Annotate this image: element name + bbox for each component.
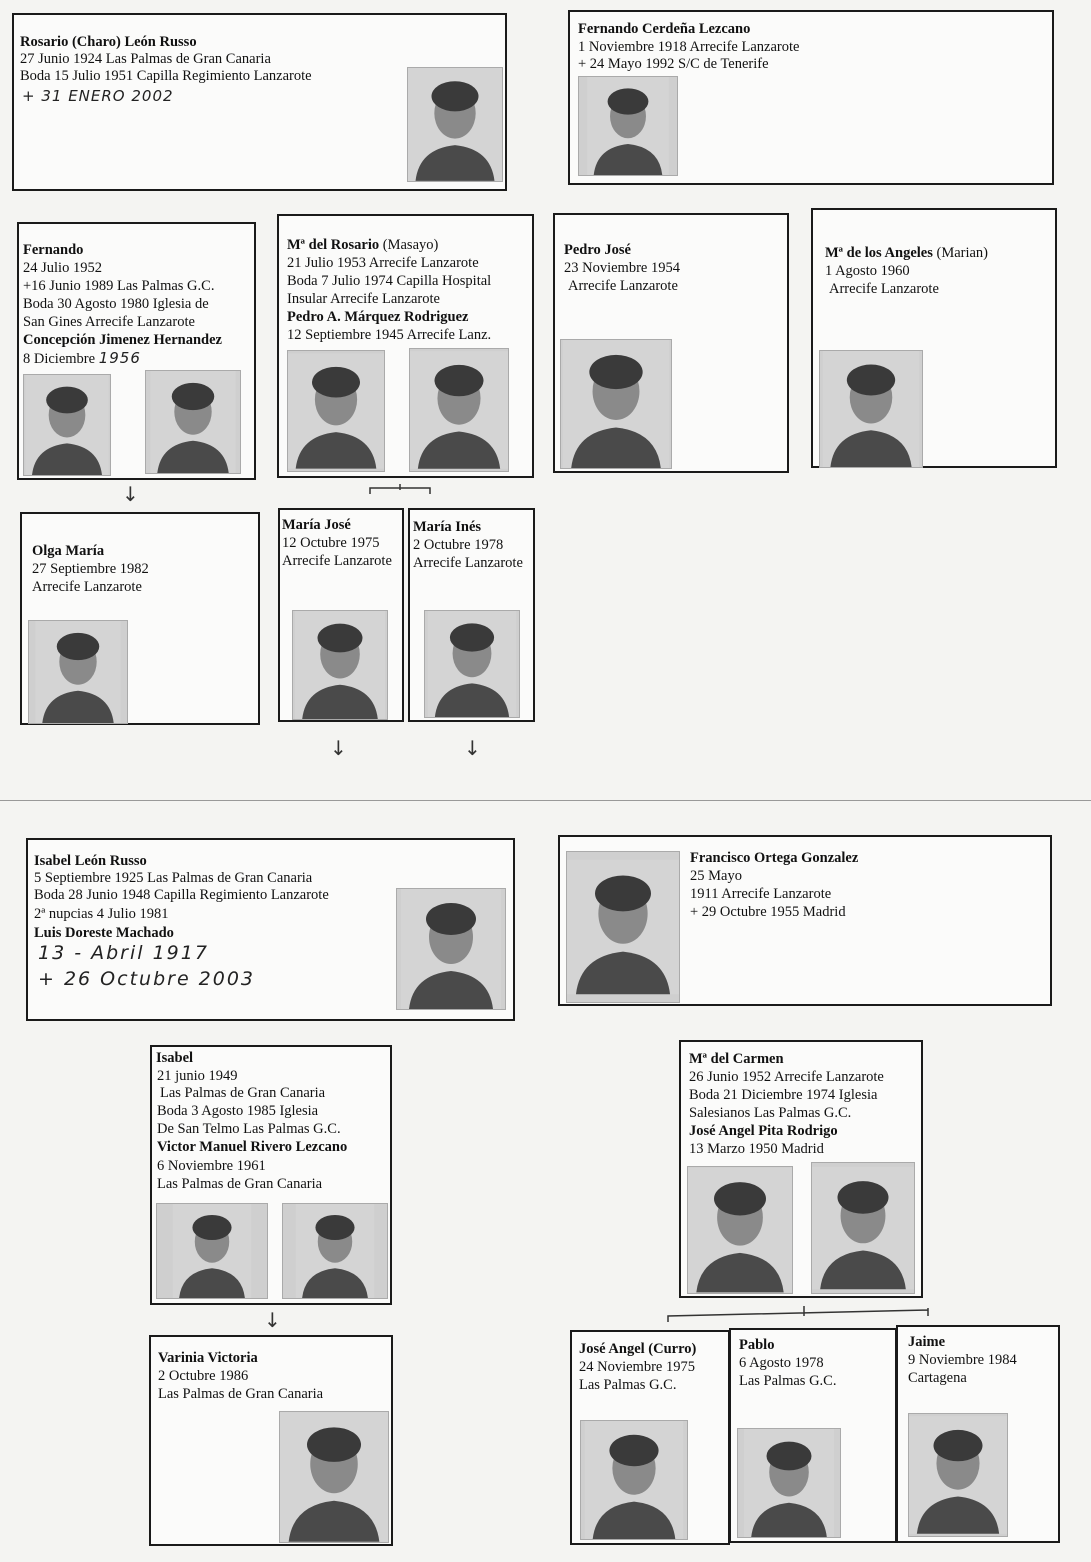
line-wedding-place: De San Telmo Las Palmas G.C. [157,1121,341,1137]
portrait-photo [566,851,680,1003]
line-name: Isabel [156,1050,194,1066]
card-maria-ines [408,508,535,722]
portrait-photo-spouse [145,370,241,474]
line-place: Arrecife Lanzarote [568,278,678,294]
arrow-maria-ines: ↓ [464,736,481,760]
line-birth: 21 Julio 1953 Arrecife Lanzarote [287,255,479,271]
line-wedding: Boda 21 Diciembre 1974 Iglesia [689,1087,878,1103]
line-name: Olga María [32,543,105,559]
line-birth: 26 Junio 1952 Arrecife Lanzarote [689,1069,884,1085]
line-name: Pablo [739,1337,775,1353]
line-spouse-birth: 6 Noviembre 1961 [157,1158,266,1174]
line-place: Arrecife Lanzarote [413,555,523,571]
line-birth: 1 Agosto 1960 [825,263,910,279]
card-marian [811,208,1057,468]
card-masayo [277,214,534,478]
line-place: Las Palmas de Gran Canaria [158,1386,324,1402]
line-second-wedding: 2ª nupcias 4 Julio 1981 [34,906,169,922]
line-spouse-birth: 13 Marzo 1950 Madrid [689,1141,824,1157]
line-birth: 21 junio 1949 [157,1068,238,1084]
line-birth: 1 Noviembre 1918 Arrecife Lanzarote [578,39,800,55]
portrait-photo-spouse [811,1162,915,1294]
line-spouse: Pedro A. Márquez Rodriguez [287,309,469,325]
card-curro [570,1330,730,1545]
card-pedro-jose [553,213,789,473]
line-wedding: Boda 3 Agosto 1985 Iglesia [157,1103,319,1119]
line-name: María José [282,517,351,533]
portrait-photo [560,339,672,469]
card-carmen [679,1040,923,1298]
portrait-photo [292,610,388,720]
card-jaime [896,1325,1060,1543]
card-olga [20,512,260,725]
card-isabel [150,1045,392,1305]
line-spouse: José Angel Pita Rodrigo [689,1123,838,1139]
line-death: + 29 Octubre 1955 Madrid [690,904,846,920]
line-name: Pedro José [564,242,631,258]
line-name: Rosario (Charo) León Russo [20,34,197,50]
portrait-photo-spouse [282,1203,388,1299]
portrait-photo [819,350,923,468]
portrait-photo [28,620,128,724]
portrait-photo [424,610,520,718]
line-birth: 24 Noviembre 1975 [579,1359,695,1375]
line-spouse-place: Las Palmas de Gran Canaria [157,1176,323,1192]
portrait-photo [737,1428,841,1538]
line-name: Isabel León Russo [34,853,147,869]
line-spouse: Concepción Jimenez Hernandez [23,332,222,348]
line-wedding-place: Insular Arrecife Lanzarote [287,291,440,307]
line-spouse: Victor Manuel Rivero Lezcano [157,1139,348,1155]
arrow-isabel-varinia: ↓ [264,1308,281,1332]
card-maria-jose [278,508,404,722]
card-rosario [12,13,507,191]
line-birth: 2 Octubre 1978 [413,537,504,553]
portrait-photo [23,374,111,476]
line-name: Jaime [908,1334,946,1350]
line-name: Mª del Rosario (Masayo) [287,237,439,253]
line-wedding-place: Salesianos Las Palmas G.C. [689,1105,852,1121]
card-isabel-leon [26,838,515,1021]
portrait-photo [279,1411,389,1543]
line-wedding: Boda 15 Julio 1951 Capilla Regimiento Lanzarote [20,68,312,84]
line-name: María Inés [413,519,482,535]
line-birth: 27 Septiembre 1982 [32,561,149,577]
line-birth: 1911 Arrecife Lanzarote [690,886,832,902]
line-name: Mª del Carmen [689,1051,784,1067]
line-place: Las Palmas G.C. [579,1377,677,1393]
page-divider [0,800,1091,801]
line-birth: 5 Septiembre 1925 Las Palmas de Gran Canaria [34,870,313,886]
arrow-maria-jose: ↓ [330,736,347,760]
line-place: Las Palmas G.C. [739,1373,837,1389]
portrait-photo [580,1420,688,1540]
line-spouse-birth: 12 Septiembre 1945 Arrecife Lanz. [287,327,492,343]
portrait-photo [407,67,503,182]
line-birth: 24 Julio 1952 [23,260,102,276]
line-place: Arrecife Lanzarote [282,553,392,569]
line-wedding: Boda 28 Junio 1948 Capilla Regimiento Lanzarote [34,887,329,903]
card-fernando-cerdena [568,10,1054,185]
family-connector [366,480,436,500]
line-birth: 9 Noviembre 1984 [908,1352,1017,1368]
line-spouse: Luis Doreste Machado [34,925,174,941]
arrow-fernando-olga: ↓ [122,482,139,506]
line-wedding: Boda 7 Julio 1974 Capilla Hospital [287,273,492,289]
line-birth-place: Las Palmas de Gran Canaria [160,1085,326,1101]
line-birth: 12 Octubre 1975 [282,535,380,551]
portrait-photo [287,350,385,472]
family-connector [664,1302,934,1326]
portrait-photo-spouse [409,348,509,472]
handwritten-spouse-birth: 13 - Abril 1917 [38,942,209,964]
line-place: Cartagena [908,1370,967,1386]
line-place: Arrecife Lanzarote [32,579,142,595]
line-wedding: Boda 30 Agosto 1980 Iglesia de [23,296,209,312]
portrait-photo [578,76,678,176]
line-name: Fernando [23,242,84,258]
handwritten-death: + 31 ENERO 2002 [22,87,174,105]
card-pablo [729,1328,897,1543]
line-birth: 23 Noviembre 1954 [564,260,680,276]
line-birth: 27 Junio 1924 Las Palmas de Gran Canaria [20,51,271,67]
line-birth: 6 Agosto 1978 [739,1355,824,1371]
portrait-photo [687,1166,793,1294]
line-name: Varinia Victoria [158,1350,258,1366]
portrait-photo [396,888,506,1010]
line-name: José Angel (Curro) [579,1341,697,1357]
portrait-photo [156,1203,268,1299]
line-death: +16 Junio 1989 Las Palmas G.C. [23,278,215,294]
card-varinia [149,1335,393,1546]
card-francisco [558,835,1052,1006]
line-spouse-birth: 8 Diciembre 1956 [23,349,141,367]
portrait-photo [908,1413,1008,1537]
line-name: Fernando Cerdeña Lezcano [578,21,751,37]
line-name: Francisco Ortega Gonzalez [690,850,859,866]
card-fernando [17,222,256,480]
line-birth-day: 25 Mayo [690,868,742,884]
line-birth: 2 Octubre 1986 [158,1368,249,1384]
line-place: Arrecife Lanzarote [829,281,939,297]
line-wedding-place: San Gines Arrecife Lanzarote [23,314,195,330]
handwritten-death: + 26 Octubre 2003 [38,968,256,990]
line-name: Mª de los Angeles (Marian) [825,245,989,261]
line-death: + 24 Mayo 1992 S/C de Tenerife [578,56,769,72]
